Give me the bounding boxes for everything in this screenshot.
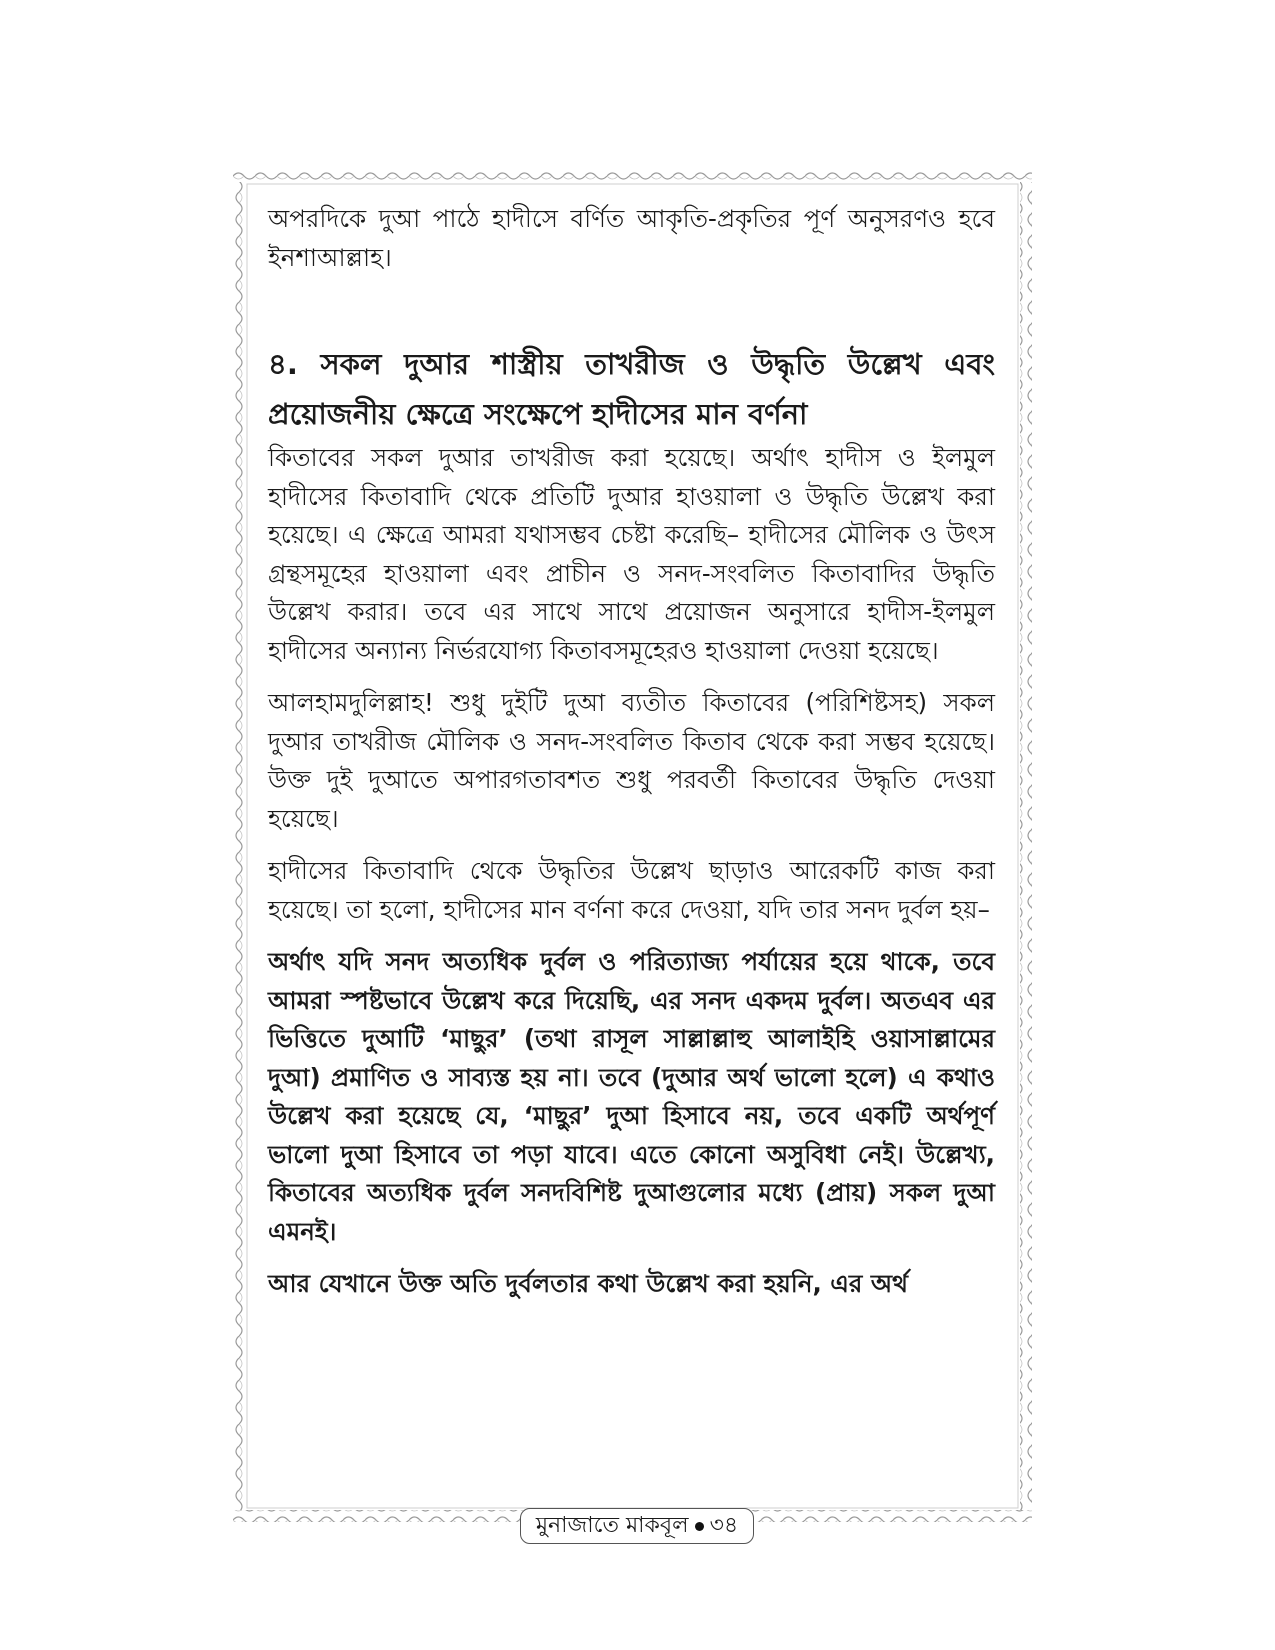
paragraph-hadith-grade: হাদীসের কিতাবাদি থেকে উদ্ধৃতির উল্লেখ ছাড়াও আরেকটি কাজ করা হয়েছে। তা হলো, হাদীসের মান বর্ণনা করে দেওয়া, যদি তার সনদ দুর্বল হয়– xyxy=(268,856,995,924)
paragraph-intro: অপরদিকে দুআ পাঠে হাদীসে বর্ণিত আকৃতি-প্রকৃতির পূর্ণ অনুসরণও হবে ইনশাআল্লাহ। xyxy=(268,204,995,272)
page-footer xyxy=(520,1508,754,1544)
paragraph-weak-chain: অর্থাৎ যদি সনদ অত্যধিক দুর্বল ও পরিত্যাজ্য পর্যায়ের হয়ে থাকে, তবে আমরা স্পষ্টভাবে উল্লেখ করে দিয়েছি, এর সনদ একদম দুর্বল। অতএব এর ভিত্তিতে দুআটি ‘মাছুর’ (তথা রাসূল সাল্লাল্লাহু আলাইহি ওয়াসাল্লামের দুআ) প্রমাণিত ও সাব্যস্ত হয় না। তবে (দুআর অর্থ ভালো হলে) এ কথাও উল্লেখ করা হয়েছে যে, ‘মাছুর’ দুআ হিসাবে নয়, তবে একটি অর্থপূর্ণ ভালো দুআ হিসাবে তা পড়া যাবে। এতে কোনো অসুবিধা নেই। উল্লেখ্য, কিতাবের অত্যধিক দুর্বল সনদবিশিষ্ট দুআগুলোর মধ্যে (প্রায়) সকল দুআ এমনই। xyxy=(268,947,995,1246)
book-title: মুনাজাতে মাকবূল xyxy=(535,1513,689,1538)
paragraph-takhrij: কিতাবের সকল দুআর তাখরীজ করা হয়েছে। অর্থাৎ হাদীস ও ইলমুল হাদীসের কিতাবাদি থেকে প্রতিটি দুআর হাওয়ালা ও উদ্ধৃতি উল্লেখ করা হয়েছে। এ ক্ষেত্রে আমরা যথাসম্ভব চেষ্টা করেছি– হাদীসের মৌলিক ও উৎস গ্রন্থসমূহের হাওয়ালা এবং প্রাচীন ও সনদ-সংবলিত কিতাবাদির উদ্ধৃতি উল্লেখ করার। তবে এর সাথে সাথে প্রয়োজন অনুসারে হাদীস-ইলমুল হাদীসের অন্যান্য নির্ভরযোগ্য কিতাবসমূহেরও হাওয়ালা দেওয়া হয়েছে। xyxy=(268,443,995,665)
page-content xyxy=(268,200,995,1304)
bullet-dot-icon xyxy=(695,1522,704,1531)
paragraph-alhamdulillah: আলহামদুলিল্লাহ! শুধু দুইটি দুআ ব্যতীত কিতাবের (পরিশিষ্টসহ) সকল দুআর তাখরীজ মৌলিক ও সনদ-সংবলিত কিতাব থেকে করা সম্ভব হয়েছে। উক্ত দুই দুআতে অপারগতাবশত শুধু পরবর্তী কিতাবের উদ্ধৃতি দেওয়া হয়েছে। xyxy=(268,688,995,833)
page-number: ৩৪ xyxy=(709,1513,739,1538)
section-heading: ৪. সকল দুআর শাস্ত্রীয় তাখরীজ ও উদ্ধৃতি উল্লেখ এবং প্রয়োজনীয় ক্ষেত্রে সংক্ষেপে হাদীসের মান বর্ণনা xyxy=(268,347,995,431)
paragraph-continued: আর যেখানে উক্ত অতি দুর্বলতার কথা উল্লেখ করা হয়নি, এর অর্থ xyxy=(268,1269,909,1298)
